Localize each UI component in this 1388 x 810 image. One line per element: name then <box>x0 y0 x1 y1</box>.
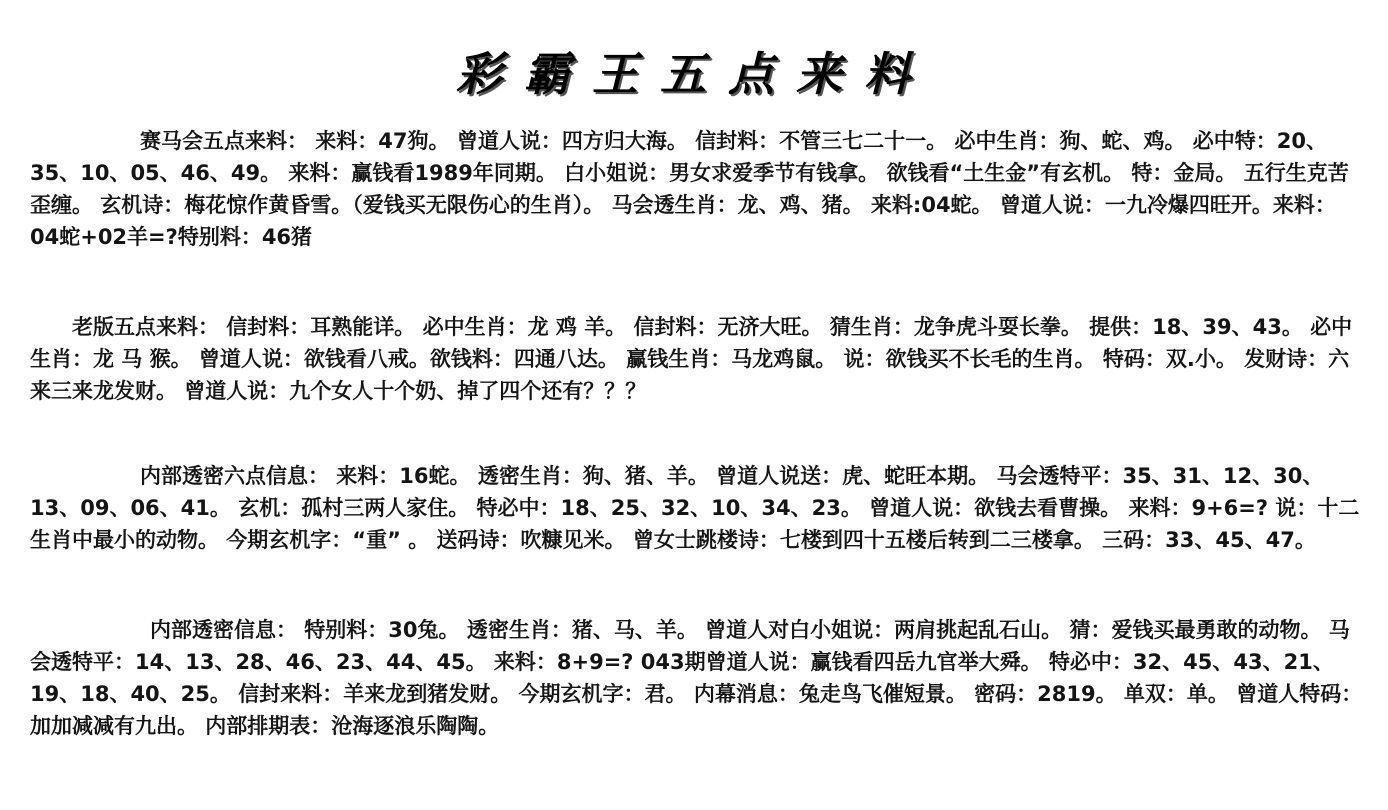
section-2 <box>30 311 1365 407</box>
section-4-text: 内部透密信息： 特别料：30兔。 透密生肖：猪、马、羊。 曾道人对白小姐说：两肩挑起乱石山。 猜：爱钱买最勇敢的动物。 马会透特平：14、13、28、46、23、44、45。 来料：8+9=? 043期曾道人说：赢钱看四岳九官举大舜。 特必中：32、45、43、21、19、18、40、25。 信封来料：羊来龙到猪发财。 今期玄机字：君。 内幕消息：兔走鸟飞催短景。 密码：2819。 单双：单。 曾道人特码：加加减减有九出。 内部排期表：沧海逐浪乐陶陶。 <box>30 618 1363 738</box>
page-title: 彩霸王五点来料 <box>456 47 932 101</box>
section-4 <box>30 614 1365 742</box>
section-1-text: 赛马会五点来料： 来料：47狗。 曾道人说：四方归大海。 信封料：不管三七二十一。 必中生肖：狗、蛇、鸡。 必中特：20、35、10、05、46、49。 来料：赢钱看1989年同期。 白小姐说：男女求爱季节有钱拿。 欲钱看“土生金”有玄机。 特：金局。 五行生克苦歪缠。 玄机诗：梅花惊作黄昏雪。（爱钱买无限伤心的生肖）。 马会透生肖：龙、鸡、猪。 来料:04蛇。 曾道人说：一九冷爆四旺开。来料：04蛇+02羊=?特别料：46猪 <box>30 129 1349 249</box>
section-1 <box>30 125 1365 253</box>
section-3-text: 内部透密六点信息： 来料：16蛇。 透密生肖：狗、猪、羊。 曾道人说送：虎、蛇旺本期。 马会透特平：35、31、12、30、13、09、06、41。 玄机：孤村三两人家住。 特必中：18、25、32、10、34、23。 曾道人说：欲钱去看曹操。 来料：9+6=? 说：十二生肖中最小的动物。 今期玄机字：“重” 。 送码诗：吹糠见米。 曾女士跳楼诗：七楼到四十五楼后转到二三楼拿。 三码：33、45、47。 <box>30 464 1360 552</box>
section-2-text: 老版五点来料： 信封料：耳熟能详。 必中生肖：龙 鸡 羊。 信封料：无济大旺。 猜生肖：龙争虎斗耍长拳。 提供：18、39、43。 必中生肖：龙 马 猴。 曾道人说：欲钱看八戒。欲钱料：四通八达。 赢钱生肖：马龙鸡鼠。 说：欲钱买不长毛的生肖。 特码：双.小。 发财诗：六来三来龙发财。 曾道人说：九个女人十个奶、掉了四个还有？？？ <box>30 315 1353 403</box>
section-3 <box>30 460 1365 556</box>
